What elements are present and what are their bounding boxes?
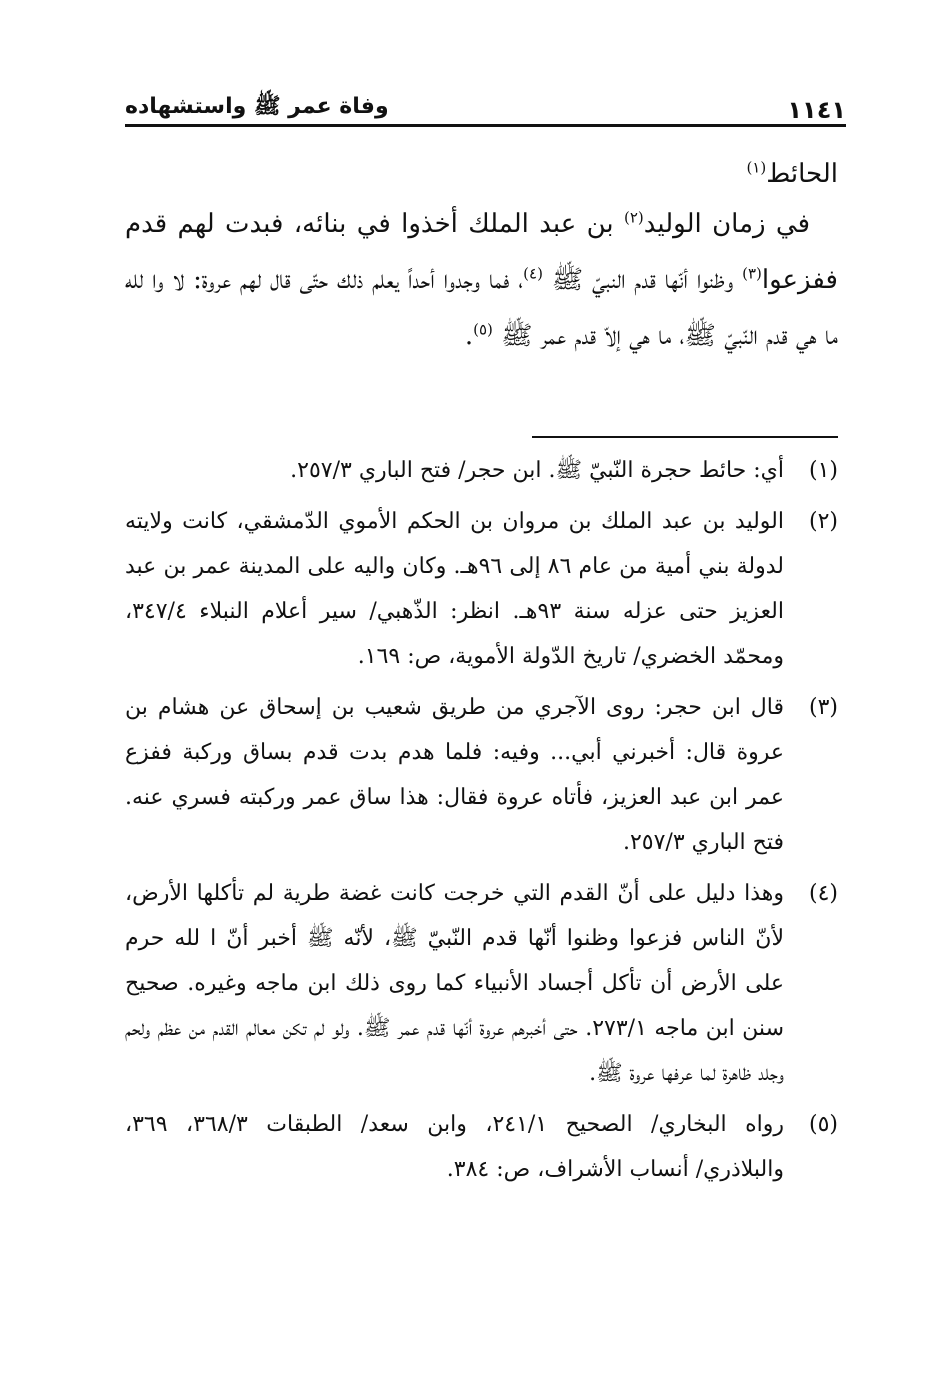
footnote-ref-4: (٤) [523, 264, 543, 283]
para-segment: ، فما وجدوا أحداً يعلم ذلك حتّى قال لهم عروة: لا وا لله ما هي قدم النّبيّ ﷺ، ما هي إلاّ قدم عمر ﷺ [125, 265, 838, 351]
footnote-number: (٢) [808, 509, 838, 534]
page-number: ١١٤١ [787, 96, 846, 124]
para-segment: بن عبد الملك أخذوا في بنائه، فبدت لهم قدم ففزعوا [125, 209, 838, 295]
footnote-ref-2: (٢) [623, 208, 644, 227]
heading-text: الحائط [766, 159, 838, 189]
footnotes [125, 448, 838, 1198]
main-text [125, 152, 838, 364]
footnote-item [125, 1102, 838, 1192]
footnote-item [125, 871, 838, 1096]
footnote-item [125, 448, 838, 493]
section-heading [125, 152, 838, 196]
footnote-number: (٤) [808, 881, 838, 906]
footnote-item [125, 499, 838, 679]
running-title: وفاة عمر ﷺ واستشهاده [125, 94, 389, 119]
footnote-separator [532, 436, 838, 438]
footnote-text: قال ابن حجر: روى الآجري من طريق شعيب بن إسحاق عن هشام بن عروة قال: أخبرني أبي... وفيه: فلما هدم بدت قدم بساق وركبة ففزع عمر ابن عبد العزيز، فأتاه عروة فقال: هذا ساق عمر وركبته فسري عنه. فتح الباري ٢٥٧/٣. [125, 695, 784, 855]
para-segment: في زمان الوليد [643, 209, 810, 239]
footnote-ref-1: (١) [746, 158, 767, 177]
body-paragraph [125, 196, 838, 364]
para-segment: . [464, 321, 474, 351]
footnote-number: (١) [808, 458, 838, 483]
header-rule [125, 124, 846, 127]
footnote-text: وهذا دليل على أنّ القدم التي خرجت كانت غضة طرية لم تأكلها الأرض، لأنّ الناس فزعوا وظنوا أنّها قدم النّبيّ ﷺ، لأنّه ﷺ أخبر أنّ ا لله حرم على الأرض أن تأكل أجساد الأنبياء كما روى ذلك ابن ماجه وغيره. صحيح سنن ابن ماجه ٢٧٣/١. حتى أخبرهم عروة أنّها قدم عمر ﷺ. ولو لم تكن معالم القدم من عظم ولحم وجلد ظاهرة لما عرفها عروة ﷺ. [125, 881, 784, 1086]
footnote-ref-3: (٣) [742, 264, 762, 283]
footnote-ref-5: (٥) [473, 320, 493, 339]
footnote-text: رواه البخاري/ الصحيح ٢٤١/١، وابن سعد/ الطبقات ٣٦٨/٣، ٣٦٩، والبلاذري/ أنساب الأشراف، ص: ٣٨٤. [125, 1112, 785, 1182]
page-header [125, 84, 846, 124]
footnote-number: (٣) [808, 695, 838, 720]
footnote-number: (٥) [808, 1112, 838, 1137]
footnote-item [125, 685, 838, 865]
footnote-text: الوليد بن عبد الملك بن مروان بن الحكم الأموي الدّمشقي، كانت ولايته لدولة بني أمية من عام ٨٦ إلى ٩٦هـ. وكان واليه على المدينة عمر بن عبد العزيز حتى عزله سنة ٩٣هـ. انظر: الذّهبي/ سير أعلام النبلاء ٣٤٧/٤، ومحمّد الخضري/ تاريخ الدّولة الأموية، ص: ١٦٩. [125, 509, 785, 669]
footnote-text: أي: حائط حجرة النّبيّ ﷺ. ابن حجر/ فتح الباري ٢٥٧/٣. [290, 458, 784, 483]
para-segment: وظنوا أنّها قدم النبيّ ﷺ [542, 265, 743, 295]
